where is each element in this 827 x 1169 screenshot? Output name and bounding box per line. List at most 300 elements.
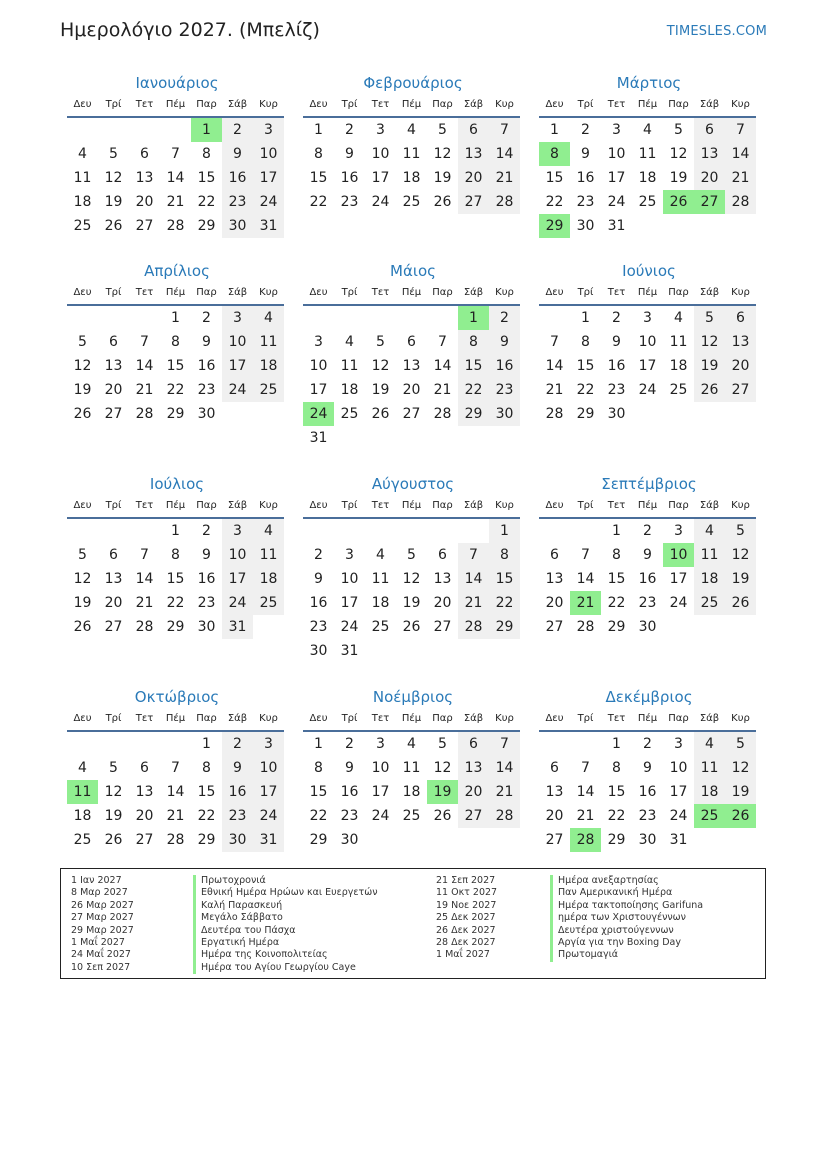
day-cell: 24 (253, 804, 284, 828)
empty-cell (396, 306, 427, 330)
weekday-header: Κυρ (725, 94, 756, 118)
day-cell: 13 (402, 358, 421, 374)
day-cell: 2 (643, 736, 652, 752)
day-cell: 7 (140, 547, 149, 563)
day-cell: 10 (309, 358, 328, 374)
day-cell: 26 (104, 218, 123, 234)
month-block (538, 686, 760, 852)
day-cell: 4 (78, 760, 87, 776)
day-cell: 13 (433, 571, 452, 587)
day-cell: 29 (309, 832, 328, 848)
day-cell: 30 (489, 402, 520, 426)
day-cell: 11 (340, 358, 359, 374)
day-cell: 14 (725, 142, 756, 166)
holiday-name: Αργία για την Boxing Day (550, 937, 703, 949)
brand-link[interactable]: TIMESLES.COM (666, 24, 767, 39)
holiday-day-cell: 1 (191, 118, 222, 142)
day-cell: 30 (222, 214, 253, 238)
day-cell: 3 (643, 310, 652, 326)
day-cell: 25 (340, 406, 359, 422)
day-cell: 9 (222, 142, 253, 166)
day-cell: 3 (376, 736, 385, 752)
empty-cell (129, 519, 160, 543)
day-cell: 29 (607, 832, 626, 848)
weekday-header: Πέμ (396, 708, 427, 732)
month-block (302, 473, 524, 663)
weekday-header: Τρί (334, 94, 365, 118)
weekday-header: Τρί (570, 708, 601, 732)
day-cell: 14 (576, 571, 595, 587)
day-cell: 22 (607, 595, 626, 611)
day-cell: 15 (607, 784, 626, 800)
empty-cell (427, 519, 458, 543)
day-cell: 28 (489, 190, 520, 214)
weekday-header: Δευ (67, 94, 98, 118)
day-cell: 13 (545, 784, 564, 800)
month-name: Μάρτιος (616, 74, 682, 92)
day-cell: 9 (345, 760, 354, 776)
month-name: Δεκέμβριος (605, 688, 693, 706)
day-cell: 4 (694, 732, 725, 756)
weekday-header: Δευ (67, 495, 98, 519)
empty-cell (570, 519, 601, 543)
holiday-day-cell: 8 (539, 142, 570, 166)
holiday-name: Δευτέρα χριστούγεννων (550, 925, 703, 937)
weekday-header: Παρ (427, 94, 458, 118)
empty-cell (396, 519, 427, 543)
day-cell: 25 (253, 591, 284, 615)
day-cell: 8 (171, 334, 180, 350)
day-cell: 16 (197, 571, 216, 587)
day-cell: 27 (458, 190, 489, 214)
day-cell: 30 (197, 619, 216, 635)
day-cell: 16 (607, 358, 626, 374)
holiday-day-cell: 1 (458, 306, 489, 330)
empty-cell (365, 519, 396, 543)
day-cell: 30 (638, 619, 657, 635)
day-cell: 7 (489, 732, 520, 756)
day-cell: 22 (309, 194, 328, 210)
empty-cell (539, 732, 570, 756)
day-cell: 2 (581, 122, 590, 138)
month-grid (67, 282, 288, 426)
holiday-date: 21 Σεπ 2027 (436, 875, 496, 886)
day-cell: 31 (222, 615, 253, 639)
weekday-header: Δευ (67, 282, 98, 306)
day-cell: 16 (222, 780, 253, 804)
day-cell: 10 (669, 760, 688, 776)
weekday-header: Δευ (303, 708, 334, 732)
day-cell: 24 (371, 808, 390, 824)
day-cell: 7 (550, 334, 559, 350)
weekday-header: Σάβ (222, 708, 253, 732)
day-cell: 10 (607, 146, 626, 162)
holiday-day-cell: 24 (303, 402, 334, 426)
day-cell: 24 (638, 382, 657, 398)
day-cell: 10 (222, 543, 253, 567)
day-cell: 25 (73, 218, 92, 234)
day-cell: 21 (489, 166, 520, 190)
day-cell: 14 (489, 142, 520, 166)
day-cell: 26 (725, 591, 756, 615)
empty-cell (98, 306, 129, 330)
month-name: Φεβρουάριος (363, 74, 463, 92)
day-cell: 6 (550, 760, 559, 776)
day-cell: 17 (371, 170, 390, 186)
weekday-header: Τετ (365, 282, 396, 306)
day-cell: 14 (135, 571, 154, 587)
day-cell: 1 (171, 310, 180, 326)
day-cell: 31 (253, 214, 284, 238)
day-cell: 12 (725, 543, 756, 567)
holiday-name: Δευτέρα του Πάσχα (193, 925, 378, 937)
day-cell: 31 (309, 430, 328, 446)
empty-cell (67, 519, 98, 543)
day-cell: 24 (607, 194, 626, 210)
day-cell: 9 (581, 146, 590, 162)
day-cell: 22 (166, 595, 185, 611)
weekday-header: Παρ (427, 495, 458, 519)
day-cell: 19 (104, 194, 123, 210)
day-cell: 20 (135, 808, 154, 824)
day-cell: 28 (166, 218, 185, 234)
month-grid (303, 94, 524, 214)
month-grid (539, 94, 760, 238)
day-cell: 3 (253, 732, 284, 756)
day-cell: 5 (674, 122, 683, 138)
day-cell: 5 (376, 334, 385, 350)
holiday-date: 11 Οκτ 2027 (436, 887, 498, 899)
weekday-header: Κυρ (489, 94, 520, 118)
day-cell: 6 (407, 334, 416, 350)
weekday-header: Τετ (129, 94, 160, 118)
day-cell: 10 (371, 760, 390, 776)
day-cell: 10 (371, 146, 390, 162)
day-cell: 5 (78, 334, 87, 350)
day-cell: 15 (309, 784, 328, 800)
day-cell: 17 (607, 170, 626, 186)
day-cell: 18 (694, 567, 725, 591)
day-cell: 8 (202, 146, 211, 162)
empty-cell (67, 118, 98, 142)
day-cell: 15 (166, 571, 185, 587)
day-cell: 23 (222, 804, 253, 828)
empty-cell (98, 732, 129, 756)
day-cell: 6 (140, 760, 149, 776)
empty-cell (98, 118, 129, 142)
day-cell: 24 (340, 619, 359, 635)
day-cell: 6 (109, 547, 118, 563)
day-cell: 19 (73, 595, 92, 611)
day-cell: 18 (73, 194, 92, 210)
day-cell: 13 (694, 142, 725, 166)
day-cell: 27 (104, 619, 123, 635)
day-cell: 12 (669, 146, 688, 162)
day-cell: 19 (73, 382, 92, 398)
day-cell: 3 (345, 547, 354, 563)
day-cell: 18 (638, 170, 657, 186)
day-cell: 18 (253, 354, 284, 378)
holiday-day-cell: 27 (694, 190, 725, 214)
month-name: Οκτώβριος (134, 688, 220, 706)
holiday-name: Πρωτοχρονιά (193, 875, 378, 887)
day-cell: 30 (607, 406, 626, 422)
day-cell: 23 (576, 194, 595, 210)
holiday-name: Ημέρα του Αγίου Γεωργίου Caye (193, 962, 378, 974)
day-cell: 27 (135, 832, 154, 848)
legend-dates-col-2 (436, 875, 497, 962)
weekday-header: Τετ (129, 282, 160, 306)
holiday-date: 1 Μαΐ 2027 (436, 949, 490, 961)
day-cell: 19 (104, 808, 123, 824)
month-block (66, 473, 288, 639)
weekday-header: Τρί (570, 495, 601, 519)
weekday-header: Τετ (601, 495, 632, 519)
day-cell: 25 (402, 194, 421, 210)
day-cell: 26 (73, 619, 92, 635)
holiday-name: Καλή Παρασκευή (193, 900, 378, 912)
day-cell: 22 (166, 382, 185, 398)
day-cell: 20 (433, 595, 452, 611)
day-cell: 28 (166, 832, 185, 848)
day-cell: 1 (202, 736, 211, 752)
weekday-header: Σάβ (458, 495, 489, 519)
day-cell: 5 (438, 736, 447, 752)
holiday-date: 25 Δεκ 2027 (436, 912, 496, 924)
day-cell: 21 (135, 382, 154, 398)
day-cell: 16 (197, 358, 216, 374)
day-cell: 5 (438, 122, 447, 138)
day-cell: 9 (202, 334, 211, 350)
holiday-date: 19 Νοε 2027 (436, 899, 497, 911)
weekday-header: Πέμ (160, 495, 191, 519)
day-cell: 27 (725, 378, 756, 402)
holiday-day-cell: 29 (539, 214, 570, 238)
day-cell: 4 (253, 519, 284, 543)
weekday-header: Τετ (601, 94, 632, 118)
month-grid (539, 708, 760, 852)
weekday-header: Σάβ (694, 708, 725, 732)
holiday-date: 27 Μαρ 2027 (71, 912, 134, 924)
day-cell: 23 (340, 194, 359, 210)
day-cell: 30 (222, 828, 253, 852)
day-cell: 7 (458, 543, 489, 567)
day-cell: 25 (73, 832, 92, 848)
weekday-header: Παρ (663, 282, 694, 306)
month-name: Σεπτέμβριος (601, 475, 697, 493)
day-cell: 12 (73, 571, 92, 587)
empty-cell (98, 519, 129, 543)
empty-cell (160, 732, 191, 756)
empty-cell (458, 519, 489, 543)
month-grid (67, 495, 288, 639)
weekday-header: Τετ (601, 282, 632, 306)
day-cell: 3 (674, 736, 683, 752)
holiday-day-cell: 25 (694, 804, 725, 828)
empty-cell (129, 118, 160, 142)
holiday-day-cell: 28 (570, 828, 601, 852)
day-cell: 7 (489, 118, 520, 142)
day-cell: 11 (669, 334, 688, 350)
weekday-header: Παρ (427, 282, 458, 306)
weekday-header: Κυρ (253, 495, 284, 519)
month-grid (303, 495, 524, 663)
month-grid (539, 495, 760, 639)
month-grid (303, 708, 524, 852)
day-cell: 20 (458, 166, 489, 190)
day-cell: 14 (135, 358, 154, 374)
day-cell: 9 (489, 330, 520, 354)
day-cell: 1 (550, 122, 559, 138)
day-cell: 19 (433, 170, 452, 186)
day-cell: 21 (458, 591, 489, 615)
day-cell: 9 (314, 571, 323, 587)
day-cell: 25 (371, 619, 390, 635)
holiday-legend (60, 868, 766, 979)
day-cell: 23 (638, 808, 657, 824)
holiday-date: 29 Μαρ 2027 (71, 924, 134, 936)
day-cell: 28 (458, 615, 489, 639)
day-cell: 29 (607, 619, 626, 635)
day-cell: 26 (402, 619, 421, 635)
holiday-name: Εθνική Ημέρα Ηρώων και Ευεργετών (193, 887, 378, 899)
day-cell: 22 (458, 378, 489, 402)
day-cell: 14 (576, 784, 595, 800)
day-cell: 15 (197, 784, 216, 800)
day-cell: 4 (643, 122, 652, 138)
weekday-header: Κυρ (489, 708, 520, 732)
day-cell: 19 (725, 567, 756, 591)
day-cell: 3 (612, 122, 621, 138)
day-cell: 6 (438, 547, 447, 563)
weekday-header: Δευ (303, 282, 334, 306)
day-cell: 17 (253, 780, 284, 804)
day-cell: 20 (545, 595, 564, 611)
month-grid (303, 282, 524, 450)
day-cell: 18 (253, 567, 284, 591)
day-cell: 9 (222, 756, 253, 780)
day-cell: 28 (135, 619, 154, 635)
day-cell: 4 (407, 122, 416, 138)
day-cell: 19 (694, 354, 725, 378)
day-cell: 6 (694, 118, 725, 142)
holiday-date: 24 Μαΐ 2027 (71, 949, 131, 961)
weekday-header: Κυρ (253, 94, 284, 118)
day-cell: 23 (489, 378, 520, 402)
holiday-date: 28 Δεκ 2027 (436, 936, 496, 948)
holiday-name: Παν Αμερικανική Ημέρα (550, 887, 703, 899)
day-cell: 15 (576, 358, 595, 374)
weekday-header: Πέμ (632, 495, 663, 519)
day-cell: 21 (166, 808, 185, 824)
day-cell: 27 (545, 832, 564, 848)
day-cell: 27 (402, 406, 421, 422)
day-cell: 13 (104, 571, 123, 587)
month-block (66, 686, 288, 852)
weekday-header: Τρί (334, 282, 365, 306)
day-cell: 13 (458, 756, 489, 780)
day-cell: 9 (643, 760, 652, 776)
day-cell: 2 (222, 118, 253, 142)
empty-cell (303, 519, 334, 543)
weekday-header: Σάβ (694, 282, 725, 306)
weekday-header: Σάβ (222, 495, 253, 519)
day-cell: 12 (73, 358, 92, 374)
holiday-date: 1 Ιαν 2027 (71, 875, 122, 886)
holiday-date: 10 Σεπ 2027 (71, 961, 131, 973)
day-cell: 8 (171, 547, 180, 563)
month-block (66, 260, 288, 426)
weekday-header: Τετ (365, 495, 396, 519)
empty-cell (365, 306, 396, 330)
day-cell: 1 (314, 122, 323, 138)
day-cell: 25 (638, 194, 657, 210)
day-cell: 16 (638, 784, 657, 800)
day-cell: 7 (171, 760, 180, 776)
weekday-header: Δευ (539, 708, 570, 732)
weekday-header: Τρί (98, 94, 129, 118)
weekday-header: Σάβ (694, 495, 725, 519)
day-cell: 25 (694, 591, 725, 615)
weekday-header: Τετ (129, 708, 160, 732)
day-cell: 7 (171, 146, 180, 162)
holiday-day-cell: 11 (67, 780, 98, 804)
day-cell: 3 (314, 334, 323, 350)
day-cell: 11 (694, 756, 725, 780)
day-cell: 29 (166, 619, 185, 635)
day-cell: 22 (309, 808, 328, 824)
weekday-header: Σάβ (458, 282, 489, 306)
day-cell: 21 (433, 382, 452, 398)
day-cell: 19 (725, 780, 756, 804)
month-name: Μάιος (390, 262, 436, 280)
weekday-header: Τρί (98, 282, 129, 306)
day-cell: 12 (725, 756, 756, 780)
day-cell: 30 (340, 832, 359, 848)
weekday-header: Πέμ (632, 282, 663, 306)
day-cell: 17 (669, 571, 688, 587)
day-cell: 23 (340, 808, 359, 824)
holiday-date: 26 Δεκ 2027 (436, 924, 496, 936)
day-cell: 3 (674, 523, 683, 539)
day-cell: 27 (135, 218, 154, 234)
empty-cell (129, 732, 160, 756)
weekday-header: Δευ (303, 94, 334, 118)
month-name: Απρίλιος (144, 262, 210, 280)
day-cell: 22 (197, 194, 216, 210)
day-cell: 26 (73, 406, 92, 422)
weekday-header: Σάβ (458, 708, 489, 732)
day-cell: 30 (309, 643, 328, 659)
day-cell: 6 (140, 146, 149, 162)
day-cell: 2 (612, 310, 621, 326)
empty-cell (570, 732, 601, 756)
day-cell: 17 (222, 354, 253, 378)
day-cell: 21 (545, 382, 564, 398)
day-cell: 12 (371, 358, 390, 374)
day-cell: 17 (340, 595, 359, 611)
day-cell: 22 (545, 194, 564, 210)
day-cell: 3 (222, 306, 253, 330)
weekday-header: Τετ (365, 708, 396, 732)
weekday-header: Παρ (663, 94, 694, 118)
day-cell: 5 (407, 547, 416, 563)
day-cell: 23 (197, 595, 216, 611)
day-cell: 26 (433, 194, 452, 210)
day-cell: 26 (433, 808, 452, 824)
day-cell: 3 (376, 122, 385, 138)
day-cell: 13 (135, 784, 154, 800)
